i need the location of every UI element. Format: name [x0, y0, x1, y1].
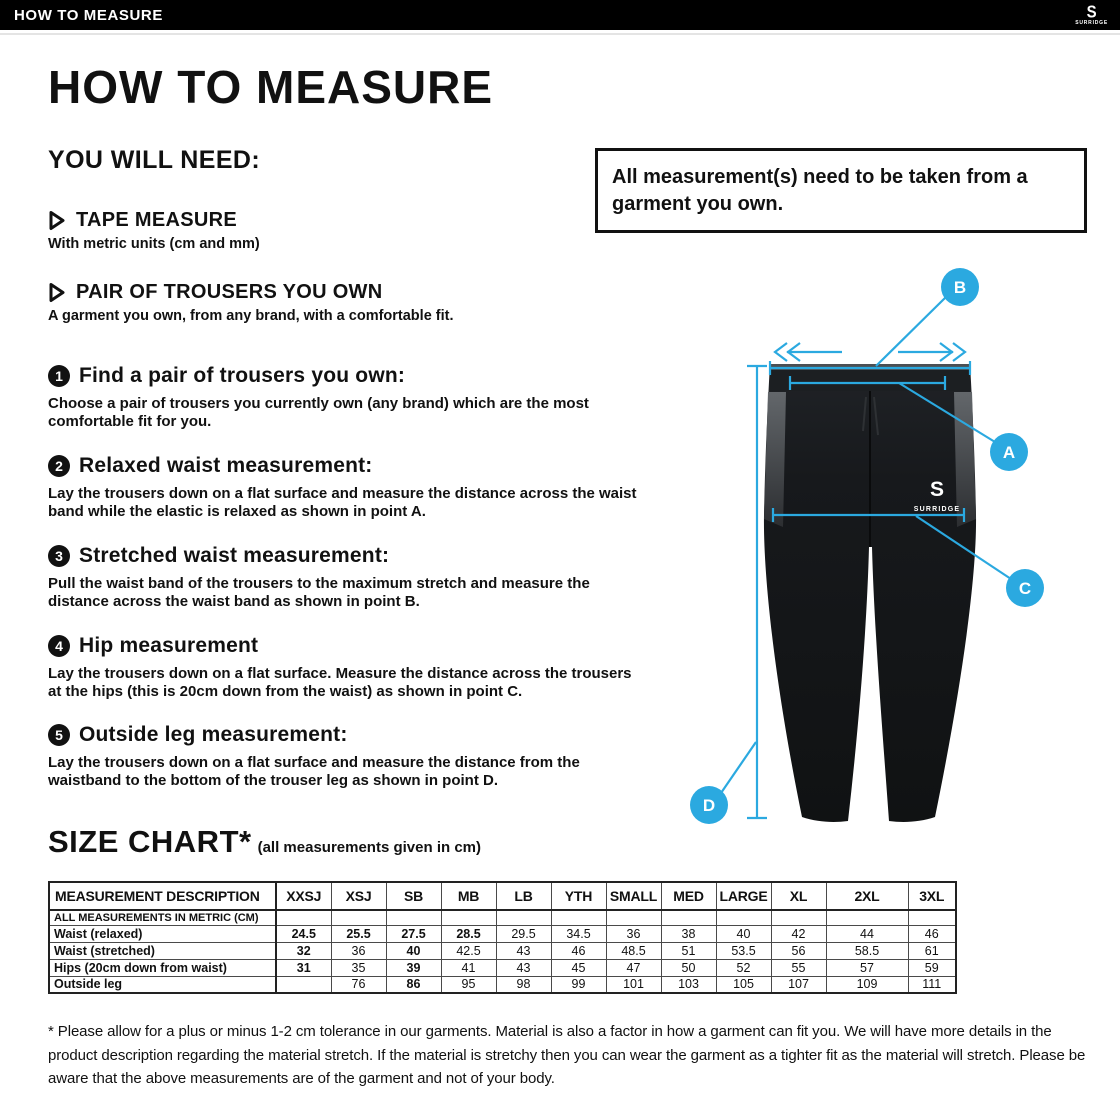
measurement-cell [661, 910, 716, 925]
step-number-badge: 5 [48, 724, 70, 746]
col-header-size: SMALL [606, 882, 661, 910]
step-number-badge: 4 [48, 635, 70, 657]
step-number-badge: 1 [48, 365, 70, 387]
stretch-arrow-left [775, 343, 842, 361]
need-item-trousers [48, 281, 648, 324]
measurement-cell: 105 [716, 976, 771, 993]
col-header-size: SB [386, 882, 441, 910]
measurement-cell: 59 [908, 959, 956, 976]
measurement-cell: 53.5 [716, 942, 771, 959]
measurement-cell: 45 [551, 959, 606, 976]
col-header-size: YTH [551, 882, 606, 910]
measurement-cell: 36 [606, 925, 661, 942]
measurement-cell [331, 910, 386, 925]
step-number-badge: 3 [48, 545, 70, 567]
row-label: Waist (relaxed) [49, 925, 276, 942]
step-body: Pull the waist band of the trousers to the maximum stretch and measure the distance across the waist band as shown in point B. [48, 575, 590, 610]
need-item-label: PAIR OF TROUSERS YOU OWN [76, 281, 383, 303]
step-title: Find a pair of trousers you own: [79, 364, 406, 387]
trousers-graphic [764, 364, 976, 822]
measurement-cell: 57 [826, 959, 908, 976]
measurement-cell [771, 910, 826, 925]
measurement-cell: 109 [826, 976, 908, 993]
measurement-cell [496, 910, 551, 925]
marker-d-label: D [702, 796, 716, 815]
measurement-cell: 46 [551, 942, 606, 959]
row-label: Hips (20cm down from waist) [49, 959, 276, 976]
col-header-size: XXSJ [276, 882, 331, 910]
step-body: Choose a pair of trousers you currently own (any brand) which are the most comfortable fit for you. [48, 395, 589, 430]
measurement-cell: 42 [771, 925, 826, 942]
measurement-cell [551, 910, 606, 925]
need-item-description: A garment you own, from any brand, with a comfortable fit. [48, 308, 454, 324]
measurement-cell: 48.5 [606, 942, 661, 959]
measurement-cell: 51 [661, 942, 716, 959]
top-bar [0, 0, 1120, 30]
table-row [49, 925, 956, 942]
measurement-cell: 35 [331, 959, 386, 976]
measurement-cell: 61 [908, 942, 956, 959]
measurement-cell: 24.5 [276, 925, 331, 942]
marker-b-label: B [953, 278, 967, 297]
measurement-cell: 31 [276, 959, 331, 976]
measurement-cell: 86 [386, 976, 441, 993]
garment-logo-text: SURRIDGE [913, 506, 961, 513]
size-chart-heading [48, 824, 481, 860]
measurement-cell: 40 [386, 942, 441, 959]
marker-a-label: A [1002, 443, 1016, 462]
measurement-cell: 44 [826, 925, 908, 942]
measurement-cell [908, 910, 956, 925]
measure-line-b [770, 296, 970, 375]
step-title: Stretched waist measurement: [79, 544, 390, 567]
measurement-cell: 46 [908, 925, 956, 942]
step-3 [48, 544, 648, 611]
measurement-cell: 27.5 [386, 925, 441, 942]
you-will-need-heading: YOU WILL NEED: [48, 146, 261, 174]
col-header-size: MB [441, 882, 496, 910]
note-box: All measurement(s) need to be taken from a garment you own. [595, 148, 1087, 233]
col-header-size: 2XL [826, 882, 908, 910]
side-panel-left [764, 392, 786, 527]
measurement-cell: 43 [496, 959, 551, 976]
measurement-cell: 40 [716, 925, 771, 942]
measurement-cell [276, 976, 331, 993]
col-header-size: XSJ [331, 882, 386, 910]
measurement-cell [276, 910, 331, 925]
row-label: ALL MEASUREMENTS IN METRIC (CM) [49, 910, 276, 925]
measurement-cell: 32 [276, 942, 331, 959]
size-chart-table [48, 881, 957, 994]
surridge-logo-text: SURRIDGE [1075, 19, 1108, 26]
top-divider [0, 33, 1120, 35]
need-item-tape-measure [48, 209, 648, 252]
step-body: Lay the trousers down on a flat surface and measure the distance from the waistband to the bottom of the trouser leg as shown in point D. [48, 754, 580, 789]
step-title: Hip measurement [79, 634, 259, 657]
measurement-cell: 111 [908, 976, 956, 993]
measurement-cell: 56 [771, 942, 826, 959]
garment-logo-s: S [929, 478, 945, 501]
measurement-cell: 103 [661, 976, 716, 993]
need-item-description: With metric units (cm and mm) [48, 236, 260, 252]
col-header-size: MED [661, 882, 716, 910]
measurement-cell: 41 [441, 959, 496, 976]
measurement-cell: 55 [771, 959, 826, 976]
row-label: Outside leg [49, 976, 276, 993]
page-title: HOW TO MEASURE [48, 61, 494, 113]
measurement-cell: 28.5 [441, 925, 496, 942]
measurement-cell: 98 [496, 976, 551, 993]
step-body: Lay the trousers down on a flat surface. Measure the distance across the trousers at the hips (this is 20cm down from the waist) as shown in point C. [48, 665, 632, 700]
col-header-size: LARGE [716, 882, 771, 910]
measurement-cell: 47 [606, 959, 661, 976]
triangle-bullet-icon [48, 282, 66, 303]
measure-line-d [721, 366, 767, 818]
need-item-label: TAPE MEASURE [76, 209, 238, 231]
measurement-cell: 52 [716, 959, 771, 976]
measurement-cell: 43 [496, 942, 551, 959]
measurement-cell: 36 [331, 942, 386, 959]
measurement-cell: 34.5 [551, 925, 606, 942]
surridge-s-icon: S [1086, 2, 1097, 22]
step-4 [48, 634, 648, 701]
size-chart-title: SIZE CHART* [48, 824, 252, 859]
measurement-cell: 29.5 [496, 925, 551, 942]
col-header-description: MEASUREMENT DESCRIPTION [49, 882, 276, 910]
step-2 [48, 454, 648, 521]
table-row [49, 942, 956, 959]
measurement-cell [386, 910, 441, 925]
measurement-cell: 107 [771, 976, 826, 993]
step-5 [48, 723, 648, 790]
measurement-cell: 38 [661, 925, 716, 942]
step-number-badge: 2 [48, 455, 70, 477]
measurement-cell: 76 [331, 976, 386, 993]
marker-c-label: C [1018, 579, 1032, 598]
measurement-cell: 101 [606, 976, 661, 993]
measurement-cell: 95 [441, 976, 496, 993]
table-row [49, 976, 956, 993]
col-header-size: LB [496, 882, 551, 910]
measurement-cell [441, 910, 496, 925]
step-title: Outside leg measurement: [79, 723, 348, 746]
table-row [49, 910, 956, 925]
trousers-measurement-diagram [690, 265, 1120, 845]
measurement-cell: 25.5 [331, 925, 386, 942]
footnote: * Please allow for a plus or minus 1-2 cm tolerance in our garments. Material is also a factor in how a garment can fit you. We will have more details in the product description regarding the material stretch. If the material is stretchy then you can wear the garment as a tighter fit as the material will stretch. Please be aware that the above measurements are of the garment and not of your body. [48, 1023, 1086, 1087]
step-body: Lay the trousers down on a flat surface and measure the distance across the waist band while the elastic is relaxed as shown in point A. [48, 485, 637, 520]
measurement-cell: 42.5 [441, 942, 496, 959]
top-bar-title: HOW TO MEASURE [14, 6, 163, 24]
col-header-size: XL [771, 882, 826, 910]
step-title: Relaxed waist measurement: [79, 454, 373, 477]
table-row [49, 959, 956, 976]
measurement-cell [606, 910, 661, 925]
measurement-cell: 99 [551, 976, 606, 993]
size-chart-subtitle: (all measurements given in cm) [257, 839, 481, 856]
measurement-cell: 50 [661, 959, 716, 976]
stretch-arrow-right [898, 343, 965, 361]
measurement-cell: 58.5 [826, 942, 908, 959]
triangle-bullet-icon [48, 210, 66, 231]
row-label: Waist (stretched) [49, 942, 276, 959]
measurement-cell [826, 910, 908, 925]
measurement-cell [716, 910, 771, 925]
col-header-size: 3XL [908, 882, 956, 910]
step-1 [48, 364, 648, 431]
measurement-cell: 39 [386, 959, 441, 976]
surridge-logo [1075, 2, 1108, 26]
